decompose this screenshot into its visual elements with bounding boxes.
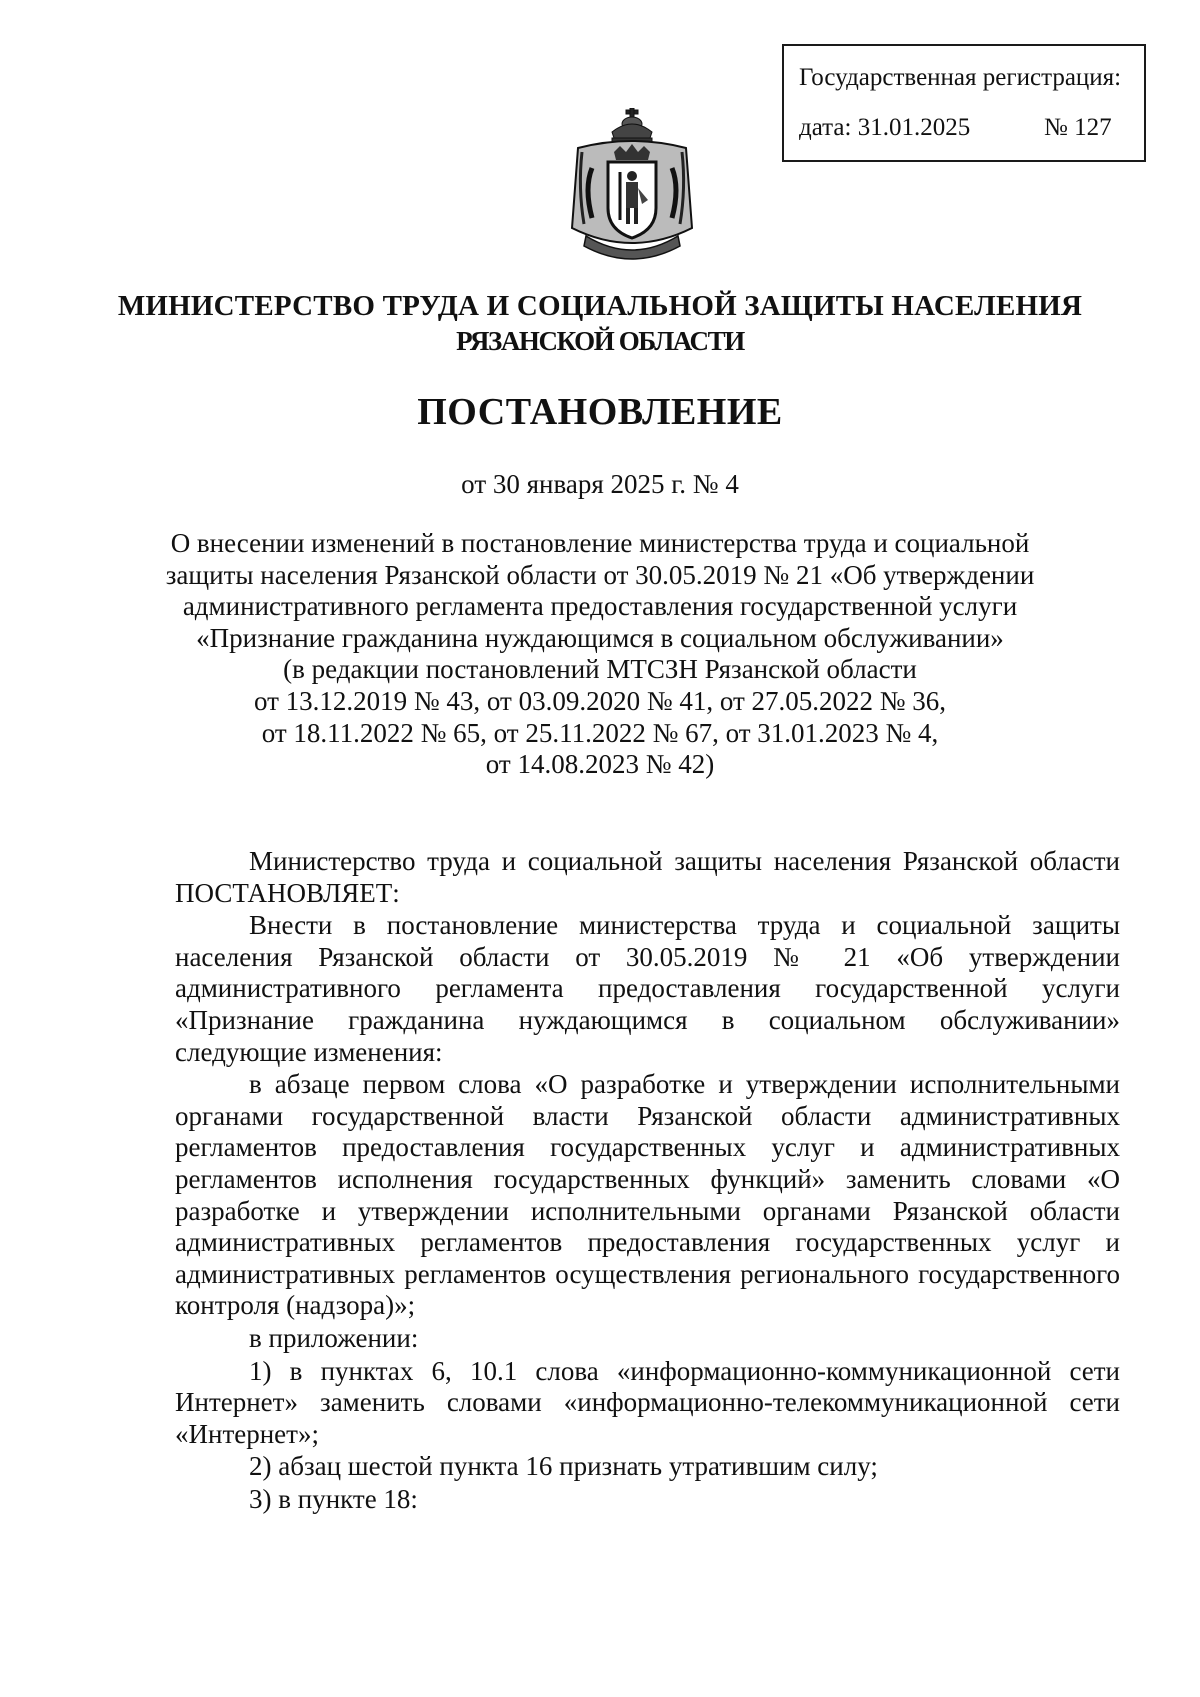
registration-date: дата: 31.01.2025 xyxy=(799,114,971,141)
document-subject xyxy=(150,528,1050,781)
document-date-number: от 30 января 2025 г. № 4 xyxy=(461,469,739,499)
registration-title: Государственная регистрация: xyxy=(799,64,1122,91)
body-paragraph: Внести в постановление министерства труда и социальной защиты населения Рязанской области от 30.05.2019 № 21 «Об утверждении административного регламента предоставления государственной услуги «Признание гражданина нуждающимся в социальном обслуживании» следующие изменения: xyxy=(175,910,1120,1067)
ryazan-coat-of-arms-icon xyxy=(568,108,696,268)
subject-line: от 18.11.2022 № 65, от 25.11.2022 № 67, от 31.01.2023 № 4, xyxy=(261,717,939,748)
registration-number: № 127 xyxy=(1044,114,1112,141)
subject-line: от 13.12.2019 № 43, от 03.09.2020 № 41, от 27.05.2022 № 36, xyxy=(253,685,947,716)
body-paragraph: 3) в пункте 18: xyxy=(249,1483,418,1514)
document-type: ПОСТАНОВЛЕНИЕ xyxy=(417,391,783,433)
body-paragraph: 2) абзац шестой пункта 16 признать утратившим силу; xyxy=(249,1451,878,1482)
registration-stamp xyxy=(782,44,1146,162)
ministry-name-line2: РЯЗАНСКОЙ ОБЛАСТИ xyxy=(456,326,744,356)
subject-line: административного регламента предоставления государственной услуги xyxy=(182,591,1018,622)
body-paragraph: в абзаце первом слова «О разработке и утверждении исполнительными органами государственной власти Рязанской области административных регламентов предоставления государственных услуг и административных регламентов исполнения государственных функций» заменить словами «О разработке и утверждении исполнительными органами Рязанской области административных регламентов предоставления государственных услуг и административных регламентов осуществления регионального государственного контроля (надзора)»; xyxy=(175,1069,1120,1321)
document-body xyxy=(175,846,1120,1516)
ministry-name-line1: МИНИСТЕРСТВО ТРУДА И СОЦИАЛЬНОЙ ЗАЩИТЫ НАСЕЛЕНИЯ xyxy=(117,290,1083,322)
body-paragraph: 1) в пунктах 6, 10.1 слова «информационно-коммуникационной сети Интернет» заменить словами «информационно-телекоммуникационной сети «Интернет»; xyxy=(175,1355,1120,1449)
body-paragraph: Министерство труда и социальной защиты населения Рязанской области ПОСТАНОВЛЯЕТ: xyxy=(175,846,1120,908)
subject-line: «Признание гражданина нуждающимся в социальном обслуживании» xyxy=(196,622,1004,653)
subject-line: (в редакции постановлений МТСЗН Рязанской области xyxy=(283,654,917,685)
subject-line: О внесении изменений в постановление министерства труда и социальной xyxy=(170,528,1030,558)
subject-line: защиты населения Рязанской области от 30.05.2019 № 21 «Об утверждении xyxy=(165,559,1035,590)
subject-line: от 14.08.2023 № 42) xyxy=(485,749,715,780)
body-paragraph: в приложении: xyxy=(249,1322,419,1353)
